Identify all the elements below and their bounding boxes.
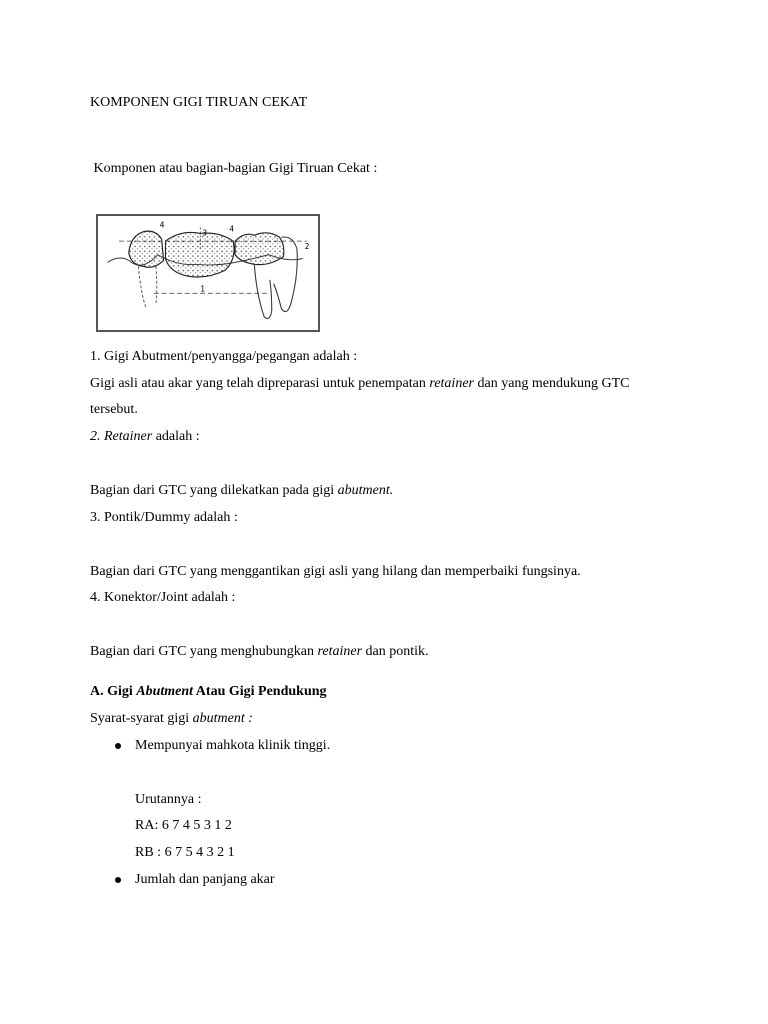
page-title: KOMPONEN GIGI TIRUAN CEKAT [90,95,308,110]
section-a-heading: A. Gigi Abutment Atau Gigi Pendukung [90,684,327,699]
item3-heading: 3. Pontik/Dummy adalah : [90,510,238,525]
figure-label-3: 3 [202,228,208,238]
order-rb: RB : 6 7 5 4 3 2 1 [135,845,235,860]
figure-label-2: 2 [304,241,310,251]
dental-bridge-diagram-icon [96,214,320,332]
intro-text: Komponen atau bagian-bagian Gigi Tiruan Cekat : [90,161,378,176]
item2-description: Bagian dari GTC yang dilekatkan pada gigi abutment. [90,483,394,498]
order-ra: RA: 6 7 4 5 3 1 2 [135,818,232,833]
item4-description: Bagian dari GTC yang menghubungkan retainer dan pontik. [90,644,429,659]
figure-label-4-left: 4 [159,220,165,230]
bridge-illustration [98,216,318,330]
item4-heading: 4. Konektor/Joint adalah : [90,590,236,605]
bullet-dot-icon [115,877,121,883]
figure-label-1: 1 [200,284,206,294]
order-label: Urutannya : [135,792,202,807]
item1-description-line1: Gigi asli atau akar yang telah dipreparasi untuk penempatan retainer dan yang mendukung GTC [90,376,630,391]
item2-heading: 2. Retainer adalah : [90,429,200,444]
bullet-dot-icon [115,743,121,749]
item3-description: Bagian dari GTC yang menggantikan gigi asli yang hilang dan memperbaiki fungsinya. [90,564,581,579]
bullet-item-crown: Mempunyai mahkota klinik tinggi. [135,738,331,753]
item1-heading: 1. Gigi Abutment/penyangga/pegangan adalah : [90,349,358,364]
requirements-intro: Syarat-syarat gigi abutment : [90,711,253,726]
item1-description-line2: tersebut. [90,402,138,417]
figure-label-4-right: 4 [229,224,235,234]
bullet-item-roots: Jumlah dan panjang akar [135,872,275,887]
